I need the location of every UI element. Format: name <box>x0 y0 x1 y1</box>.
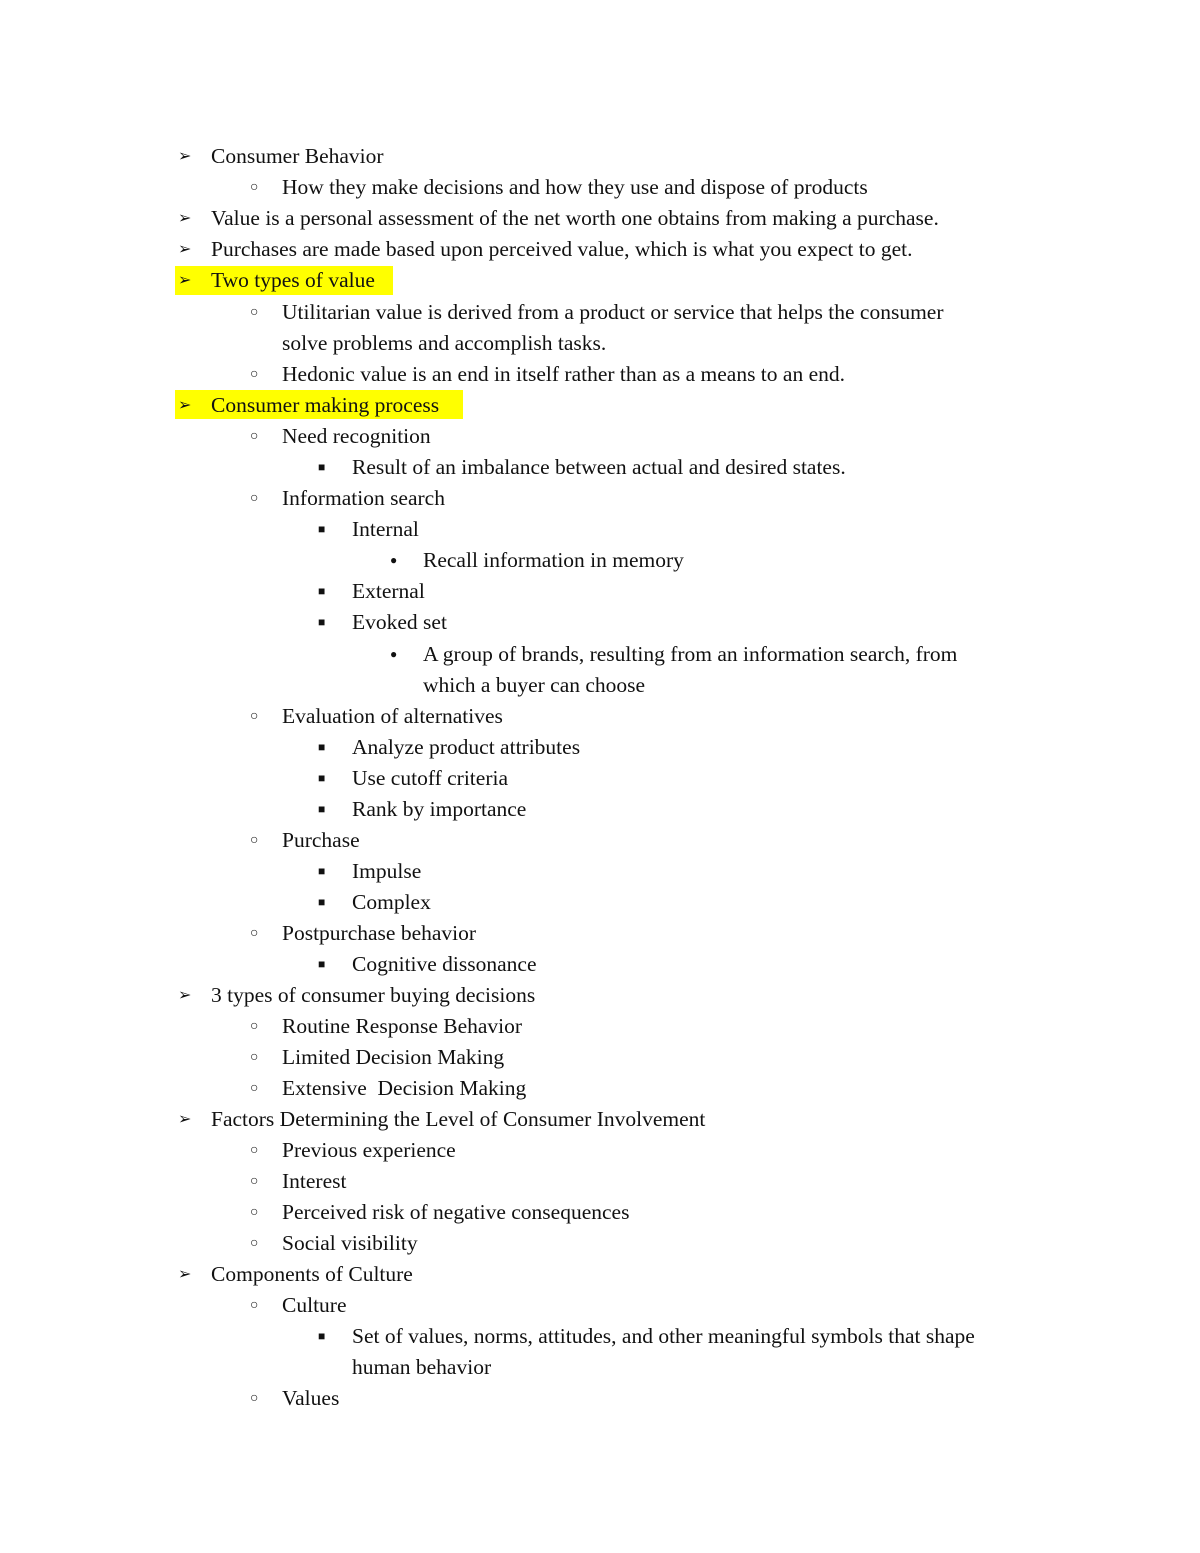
sub-bullet-text: Interest <box>282 1169 347 1193</box>
sub-bullet-text: Limited Decision Making <box>282 1045 505 1069</box>
circle-bullet-icon: ○ <box>250 709 259 724</box>
bullet-text: 3 types of consumer buying decisions <box>211 983 536 1007</box>
sub-sub-bullet-text: External <box>352 579 425 603</box>
circle-bullet-icon: ○ <box>250 429 259 444</box>
bullet-text: Factors Determining the Level of Consumer Involvement <box>211 1107 706 1131</box>
circle-bullet-icon: ○ <box>250 180 259 195</box>
circle-bullet-icon: ○ <box>250 1050 259 1065</box>
sub-bullet-text: Utilitarian value is derived from a product or service that helps the consumer <box>282 300 944 324</box>
circle-bullet-icon: ○ <box>250 1081 259 1096</box>
sub-sub-bullet-text: Set of values, norms, attitudes, and other meaningful symbols that shape <box>352 1324 975 1348</box>
sub-sub-bullet-text: Rank by importance <box>352 797 527 821</box>
square-bullet-icon: ■ <box>318 957 326 971</box>
sub-bullet-text: Purchase <box>282 828 360 852</box>
square-bullet-icon: ■ <box>318 522 326 536</box>
circle-bullet-icon: ○ <box>250 1019 259 1034</box>
bullet-text: Consumer Behavior <box>211 144 384 168</box>
dot-bullet-icon: ● <box>390 647 398 661</box>
sub-sub-bullet-text: Evoked set <box>352 610 447 634</box>
sub-bullet-text: Hedonic value is an end in itself rather than as a means to an end. <box>282 362 845 386</box>
circle-bullet-icon: ○ <box>250 1236 259 1251</box>
sub-bullet-text: Information search <box>282 486 445 510</box>
circle-bullet-icon: ○ <box>250 491 259 506</box>
square-bullet-icon: ■ <box>318 615 326 629</box>
sub-bullet-text: Previous experience <box>282 1138 456 1162</box>
arrow-bullet-icon: ➢ <box>178 397 192 414</box>
circle-bullet-icon: ○ <box>250 1298 259 1313</box>
circle-bullet-icon: ○ <box>250 1143 259 1158</box>
sub-sub-bullet-text: Result of an imbalance between actual and desired states. <box>352 455 846 479</box>
sub-bullet-text: Values <box>282 1386 340 1410</box>
circle-bullet-icon: ○ <box>250 305 259 320</box>
square-bullet-icon: ■ <box>318 802 326 816</box>
sub-sub-bullet-text: Cognitive dissonance <box>352 952 537 976</box>
bullet-text-highlighted: Two types of value <box>211 268 375 292</box>
arrow-bullet-icon: ➢ <box>178 987 192 1004</box>
level3-bullet-text: A group of brands, resulting from an information search, from <box>423 642 958 666</box>
square-bullet-icon: ■ <box>318 895 326 909</box>
sub-sub-bullet-text: human behavior <box>352 1355 492 1379</box>
sub-sub-bullet-text: Impulse <box>352 859 422 883</box>
bullet-text: Value is a personal assessment of the net worth one obtains from making a purchase. <box>211 206 939 230</box>
arrow-bullet-icon: ➢ <box>178 241 192 258</box>
level3-bullet-text: Recall information in memory <box>423 548 684 572</box>
bullet-text: Purchases are made based upon perceived value, which is what you expect to get. <box>211 237 913 261</box>
arrow-bullet-icon: ➢ <box>178 1266 192 1283</box>
arrow-bullet-icon: ➢ <box>178 148 192 165</box>
dot-bullet-icon: ● <box>390 553 398 567</box>
sub-bullet-text: Postpurchase behavior <box>282 921 477 945</box>
circle-bullet-icon: ○ <box>250 1174 259 1189</box>
sub-bullet-text: Extensive Decision Making <box>282 1076 527 1100</box>
sub-sub-bullet-text: Internal <box>352 517 419 541</box>
square-bullet-icon: ■ <box>318 771 326 785</box>
sub-sub-bullet-text: Complex <box>352 890 431 914</box>
square-bullet-icon: ■ <box>318 740 326 754</box>
circle-bullet-icon: ○ <box>250 367 259 382</box>
sub-sub-bullet-text: Analyze product attributes <box>352 735 581 759</box>
square-bullet-icon: ■ <box>318 584 326 598</box>
square-bullet-icon: ■ <box>318 460 326 474</box>
circle-bullet-icon: ○ <box>250 926 259 941</box>
level3-bullet-text: which a buyer can choose <box>423 673 646 697</box>
circle-bullet-icon: ○ <box>250 1391 259 1406</box>
sub-bullet-text: Routine Response Behavior <box>282 1014 523 1038</box>
square-bullet-icon: ■ <box>318 1329 326 1343</box>
bullet-text: Components of Culture <box>211 1262 413 1286</box>
circle-bullet-icon: ○ <box>250 833 259 848</box>
square-bullet-icon: ■ <box>318 864 326 878</box>
sub-bullet-text: Evaluation of alternatives <box>282 704 503 728</box>
bullet-text-highlighted: Consumer making process <box>211 393 440 417</box>
sub-bullet-text: Need recognition <box>282 424 431 448</box>
sub-bullet-text: Social visibility <box>282 1231 418 1255</box>
sub-sub-bullet-text: Use cutoff criteria <box>352 766 509 790</box>
circle-bullet-icon: ○ <box>250 1205 259 1220</box>
arrow-bullet-icon: ➢ <box>178 272 192 289</box>
arrow-bullet-icon: ➢ <box>178 210 192 227</box>
sub-bullet-text: Culture <box>282 1293 347 1317</box>
sub-bullet-text: solve problems and accomplish tasks. <box>282 331 607 355</box>
arrow-bullet-icon: ➢ <box>178 1111 192 1128</box>
sub-bullet-text: How they make decisions and how they use and dispose of products <box>282 175 868 199</box>
sub-bullet-text: Perceived risk of negative consequences <box>282 1200 630 1224</box>
